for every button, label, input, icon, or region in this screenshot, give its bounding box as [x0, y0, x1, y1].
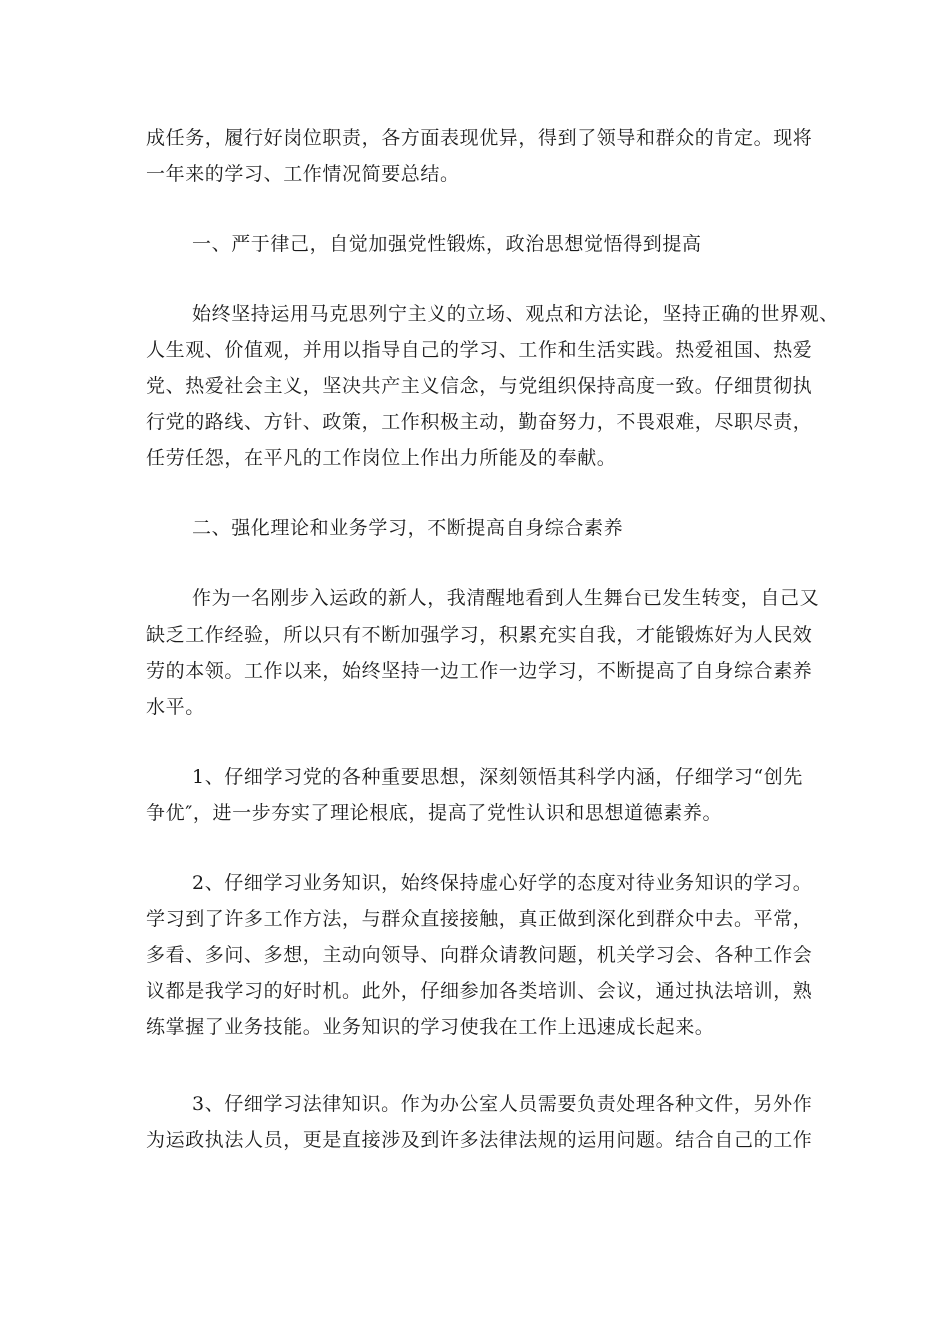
text-line: 成任务，履行好岗位职责，各方面表现优异，得到了领导和群众的肯定。现将	[146, 127, 813, 149]
text-line: 水平。	[146, 696, 205, 718]
text-line: 缺乏工作经验，所以只有不断加强学习，积累充实自我，才能锻炼好为人民效	[146, 624, 813, 646]
text-line: 学习到了许多工作方法，与群众直接接触，真正做到深化到群众中去。平常，	[146, 908, 813, 930]
text-line: 练掌握了业务技能。业务知识的学习使我在工作上迅速成长起来。	[146, 1016, 715, 1038]
text-line: 多看、多问、多想，主动向领导、向群众请教问题，机关学习会、各种工作会	[146, 944, 813, 966]
text-line: 劳的本领。工作以来，始终坚持一边工作一边学习，不断提高了自身综合素养	[146, 660, 813, 682]
text-line: 始终坚持运用马克思列宁主义的立场、观点和方法论，坚持正确的世界观、	[192, 303, 839, 325]
text-line: 争优″，进一步夯实了理论根底，提高了党性认识和思想道德素养。	[146, 802, 723, 824]
text-line: 1、仔细学习党的各种重要思想，深刻领悟其科学内涵，仔细学习“创先	[192, 766, 804, 788]
text-line: 2、仔细学习业务知识，始终保持虚心好学的态度对待业务知识的学习。	[192, 872, 813, 894]
section-heading: 二、强化理论和业务学习，不断提高自身综合素养	[192, 517, 624, 539]
text-line: 行党的路线、方针、政策，工作积极主动，勤奋努力，不畏艰难，尽职尽责，	[146, 411, 813, 433]
text-line: 3、仔细学习法律知识。作为办公室人员需要负责处理各种文件，另外作	[192, 1093, 813, 1115]
text-line: 党、热爱社会主义，坚决共产主义信念，与党组织保持高度一致。仔细贯彻执	[146, 375, 813, 397]
section-heading: 一、严于律己，自觉加强党性锻炼，政治思想觉悟得到提高	[192, 233, 702, 255]
text-line: 一年来的学习、工作情况简要总结。	[146, 163, 460, 185]
text-line: 任劳任怨，在平凡的工作岗位上作出力所能及的奉献。	[146, 447, 617, 469]
text-line: 作为一名刚步入运政的新人，我清醒地看到人生舞台已发生转变，自己又	[192, 587, 820, 609]
text-line: 议都是我学习的好时机。此外，仔细参加各类培训、会议，通过执法培训，熟	[146, 980, 813, 1002]
text-line: 人生观、价值观，并用以指导自己的学习、工作和生活实践。热爱祖国、热爱	[146, 339, 813, 361]
text-line: 为运政执法人员，更是直接涉及到许多法律法规的运用问题。结合自己的工作	[146, 1129, 813, 1151]
